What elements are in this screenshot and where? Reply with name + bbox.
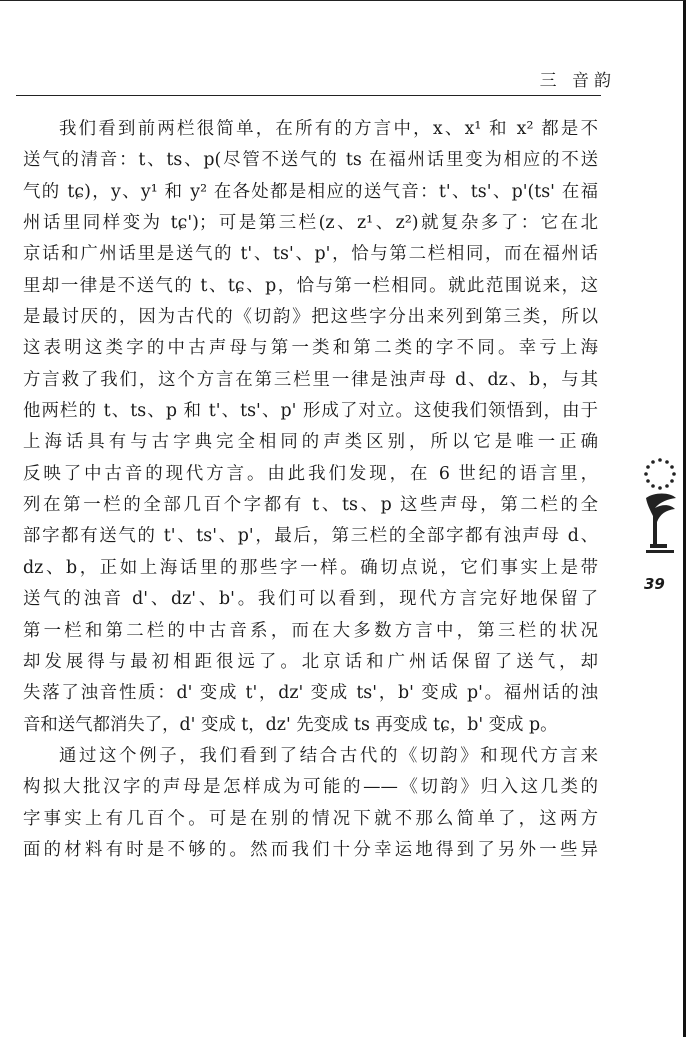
text-line: 构拟大批汉字的声母是怎样成为可能的——《切韵》归入这几类的 [23,777,598,798]
text-line: 却发展得与最初相距很远了。北京话和广州话保留了送气，却 [23,651,598,672]
margin-ornament-icon [640,452,680,560]
text-line: 第一栏和第二栏的中古音系，而在大多数方言中，第三栏的状况 [23,620,598,641]
text-line: 州话里同样变为 tɕ')；可是第三栏(z、z¹、z²)就复杂多了：它在北 [23,213,598,234]
text-line: 字事实上有几百个。可是在别的情况下就不那么简单了，这两方 [23,808,598,829]
text-line: 通过这个例子，我们看到了结合古代的《切韵》和现代方言来 [59,745,598,766]
text-line: 列在第一栏的全部几百个字都有 t、ts、p 这些声母，第二栏的全 [23,495,598,516]
text-line: 上海话具有与古字典完全相同的声类区别，所以它是唯一正确 [23,432,598,453]
text-line: 送气的清音：t、ts、p(尽管不送气的 ts 在福州话里变为相应的不送 [23,150,598,171]
text-line: 这表明这类字的中古声母与第一类和第二类的字不同。幸亏上海 [23,338,598,359]
running-head: 三 音韵 [539,71,616,91]
text-line: 是最讨厌的，因为古代的《切韵》把这些字分出来列到第三类，所以 [23,307,598,328]
text-line: 反映了中古音的现代方言。由此我们发现，在 6 世纪的语言里， [23,463,598,484]
text-line: 我们看到前两栏很简单，在所有的方言中，x、x¹ 和 x² 都是不 [59,119,598,139]
page-number: 39 [644,575,665,593]
text-line: 京话和广州话里是送气的 t'、ts'、p'，恰与第二栏相同，而在福州话 [23,244,598,265]
text-line: 面的材料有时是不够的。然而我们十分幸运地得到了另外一些异 [23,839,598,860]
text-line: dz、b，正如上海话里的那些字一样。确切点说，它们事实上是带 [23,557,598,578]
text-line: 气的 tɕ)，y、y¹ 和 y² 在各处都是相应的送气音：t'、ts'、p'(ts' 在福 [23,181,598,202]
body-text [23,114,598,866]
text-line: 方言救了我们，这个方言在第三栏里一律是浊声母 d、dz、b，与其 [23,369,598,390]
text-line: 音和送气都消失了，d' 变成 t，dz' 先变成 ts 再变成 tɕ，b' 变成 p。 [23,714,558,735]
text-line: 送气的浊音 d'、dz'、b'。我们可以看到，现代方言完好地保留了 [23,589,598,610]
text-line: 他两栏的 t、ts、p 和 t'、ts'、p' 形成了对立。这使我们领悟到，由于 [23,401,598,422]
text-line: 部字都有送气的 t'、ts'、p'，最后，第三栏的全部字都有浊声母 d、 [23,526,598,547]
text-line: 里却一律是不送气的 t、tɕ、p，恰与第一栏相同。就此范围说来，这 [23,275,598,296]
header-rule [16,95,601,96]
text-line: 失落了浊音性质：d' 变成 t'，dz' 变成 ts'，b' 变成 p'。福州话的浊 [23,683,598,704]
